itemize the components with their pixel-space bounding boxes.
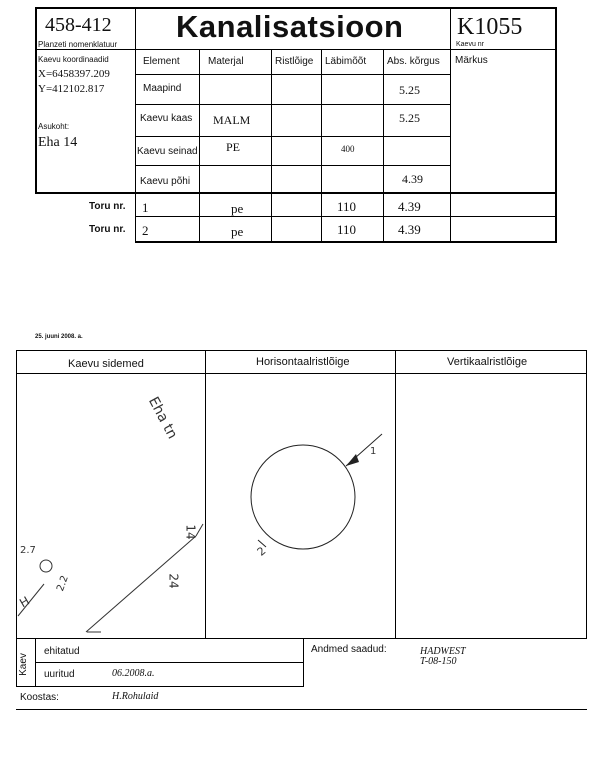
col-header-elevation: Abs. kõrgus: [387, 56, 440, 67]
sketch-label-14: 14: [183, 524, 198, 540]
col-header-element: Element: [143, 56, 180, 67]
coordinate-x: X=6458397.209: [38, 68, 110, 80]
pipe-label-1: Toru nr.: [89, 201, 126, 212]
arrow-label-2: 2: [254, 544, 269, 559]
pipe-number-2: 2: [142, 223, 149, 238]
data-source-line2: T-08-150: [420, 656, 457, 667]
pipe-diameter-1: 110: [337, 199, 357, 214]
sketch-label-27: 2.7: [20, 545, 36, 556]
pipe-label-2: Toru nr.: [89, 224, 126, 235]
col-header-notes: Märkus: [455, 55, 488, 66]
pipe-material-2: pe: [231, 224, 244, 239]
sketch-label-24: 24: [166, 573, 181, 589]
col-header-horizontal-section: Horisontaalristlõige: [256, 356, 350, 368]
measured-label: uuritud: [44, 669, 75, 680]
row-element-ground: Maapind: [143, 83, 182, 94]
col-header-material: Materjal: [208, 56, 244, 67]
col-header-connections: Kaevu sidemed: [68, 358, 144, 370]
pipe-diameter-2: 110: [337, 222, 357, 237]
sketch-street-label: Eha tn: [144, 394, 181, 442]
side-label-well: Kaev: [17, 653, 29, 676]
pipe-elevation-1: 4.39: [398, 199, 421, 214]
plan-number: 458-412: [45, 14, 112, 36]
location-value: Eha 14: [38, 135, 78, 150]
connections-sketch: [16, 374, 206, 639]
well-number: K1055: [457, 14, 523, 40]
page-title: Kanalisatsioon: [176, 9, 404, 44]
row-material-walls: PE: [226, 140, 241, 154]
author-name: H.Rohulaid: [112, 691, 159, 702]
col-header-vertical-section: Vertikaalristlõige: [447, 356, 528, 368]
pipe-elevation-2: 4.39: [398, 222, 421, 237]
data-source-label: Andmed saadud:: [311, 644, 387, 655]
row-elevation-bottom: 4.39: [402, 172, 423, 186]
date-note: 25. juuni 2008. a.: [35, 334, 83, 340]
row-material-lid: MALM: [213, 113, 251, 127]
col-header-section: Ristlõige: [275, 56, 314, 67]
plan-number-label: Planzeti nomenklatuur: [38, 40, 118, 49]
sketch-label-22: 2.2: [55, 574, 71, 593]
author-label: Koostas:: [20, 692, 59, 703]
col-header-diameter: Läbimõõt: [325, 56, 367, 67]
row-element-lid: Kaevu kaas: [140, 113, 193, 124]
row-element-walls: Kaevu seinad: [137, 146, 198, 157]
well-number-label: Kaevu nr: [456, 41, 485, 48]
pipe-number-1: 1: [142, 200, 149, 215]
row-elevation-ground: 5.25: [399, 83, 420, 97]
arrow-label-1: 1: [370, 446, 377, 457]
row-elevation-lid: 5.25: [399, 111, 420, 125]
row-diameter-walls: 400: [341, 144, 355, 154]
coordinate-y: Y=412102.817: [38, 83, 105, 95]
horizontal-section-sketch: [206, 374, 395, 639]
coordinates-label: Kaevu koordinaadid: [38, 55, 109, 64]
pipe-material-1: pe: [231, 201, 244, 216]
built-label: ehitatud: [44, 646, 80, 657]
row-element-bottom: Kaevu põhi: [140, 176, 191, 187]
data-source-line1: HADWEST: [420, 646, 466, 657]
sketch-label-h: H: [17, 593, 32, 611]
location-label: Asukoht:: [38, 122, 70, 131]
measured-date: 06.2008.a.: [112, 668, 155, 679]
